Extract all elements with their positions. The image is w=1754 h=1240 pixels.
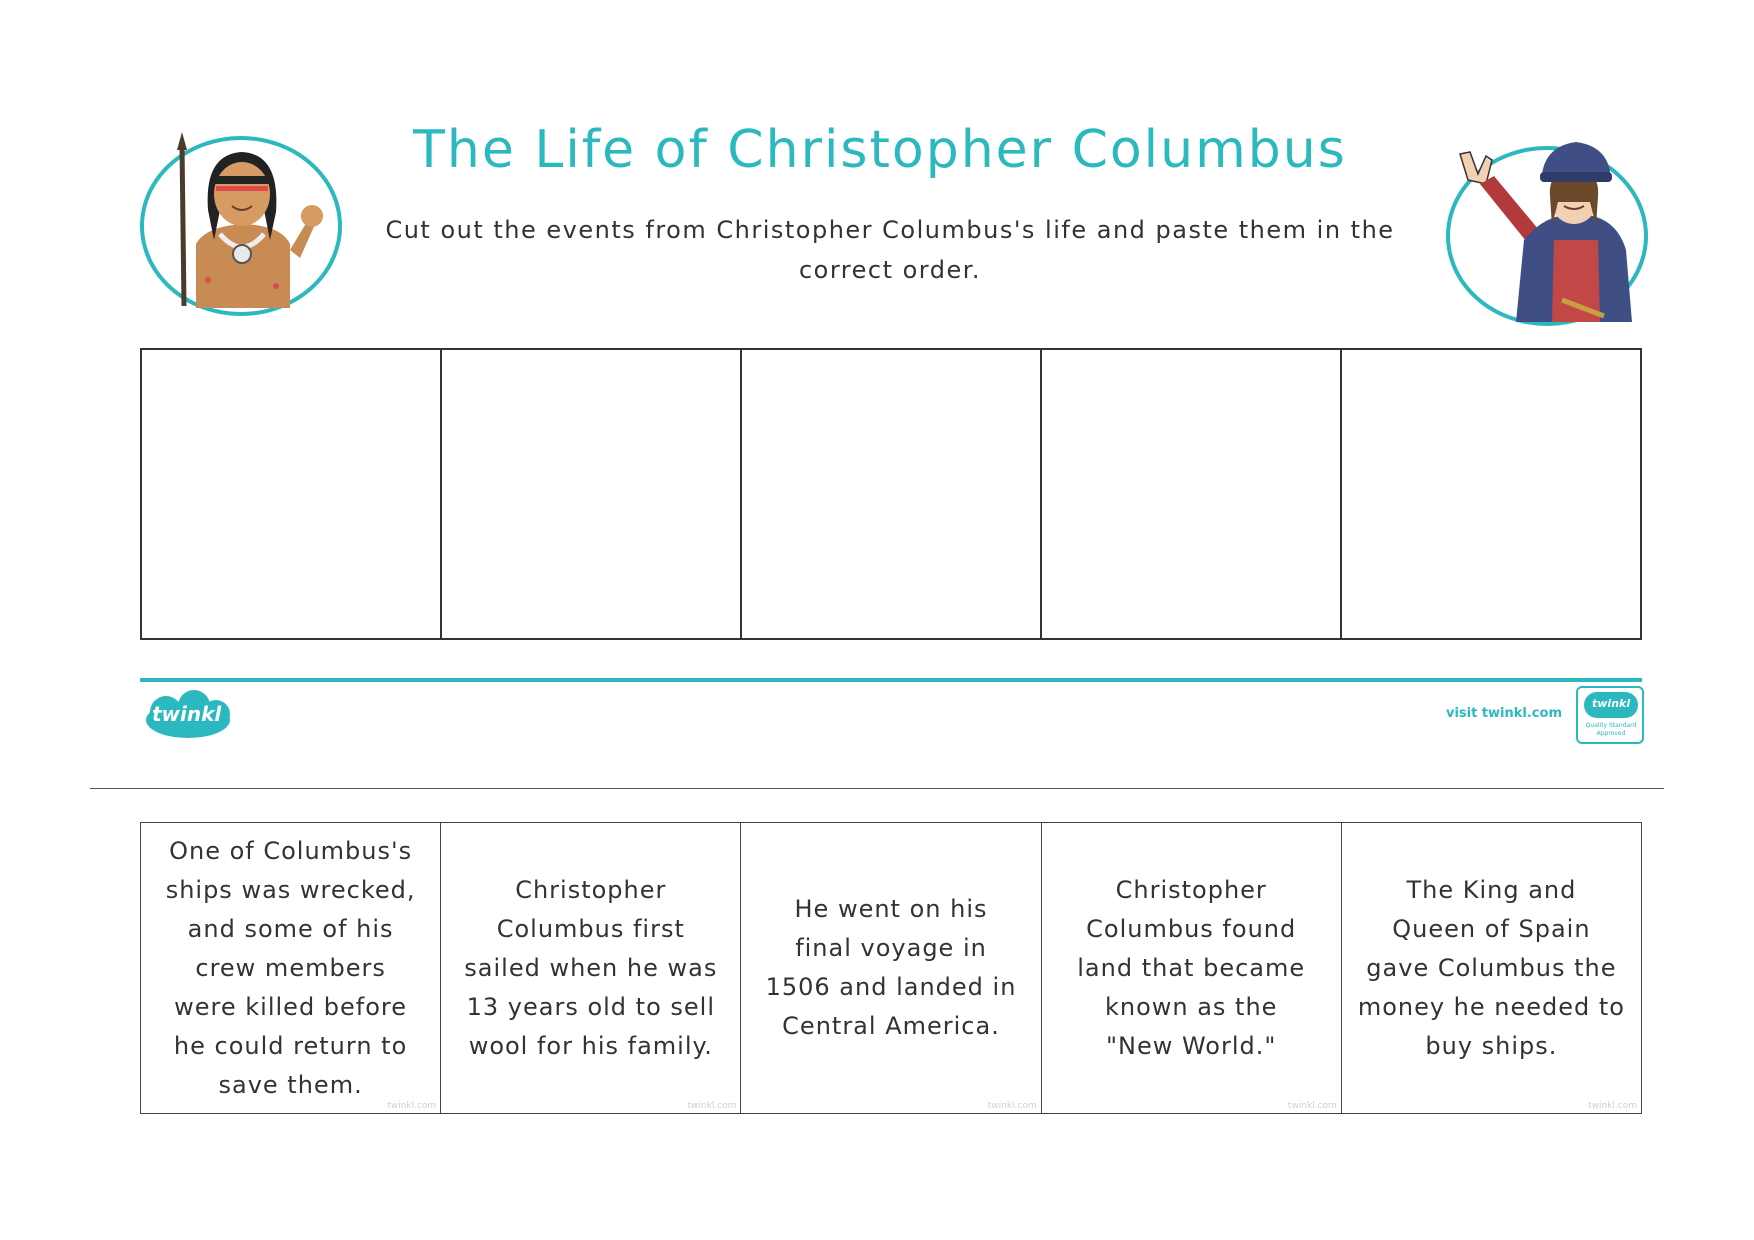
event-card-text: Christopher Columbus found land that became known as the "New World.": [1077, 875, 1306, 1060]
badge-caption: Quality Standard Approved: [1585, 722, 1637, 737]
cut-line: [90, 788, 1664, 789]
event-card-2[interactable]: [441, 823, 741, 1113]
event-card-1[interactable]: [141, 823, 441, 1113]
event-card-text: One of Columbus's ships was wrecked, and some of his crew members were killed before he could return to save them.: [165, 836, 416, 1099]
event-card-5[interactable]: [1342, 823, 1641, 1113]
answer-grid: [140, 348, 1642, 640]
card-watermark: twinkl.com: [1588, 1101, 1638, 1111]
answer-slot-4[interactable]: [1042, 350, 1342, 638]
answer-slot-5[interactable]: [1342, 350, 1640, 638]
card-watermark: twinkl.com: [1287, 1101, 1337, 1111]
answer-slot-2[interactable]: [442, 350, 742, 638]
logo-wordmark: twinkl: [152, 702, 222, 726]
page-title: The Life of Christopher Columbus: [413, 120, 1347, 180]
badge-wordmark: twinkl: [1592, 697, 1631, 710]
quality-standard-badge-icon: [1576, 686, 1644, 744]
answer-slot-1[interactable]: [142, 350, 442, 638]
card-watermark: twinkl.com: [987, 1101, 1037, 1111]
footer-divider: [140, 678, 1642, 682]
event-card-text: The King and Queen of Spain gave Columbus the money he needed to buy ships.: [1357, 875, 1625, 1060]
event-card-text: Christopher Columbus first sailed when he was 13 years old to sell wool for his family.: [464, 875, 718, 1060]
event-cards: [140, 822, 1642, 1114]
event-card-4[interactable]: [1042, 823, 1342, 1113]
card-watermark: twinkl.com: [387, 1101, 437, 1111]
event-card-3[interactable]: [741, 823, 1041, 1113]
visit-link[interactable]: visit twinkl.com: [1445, 706, 1562, 721]
card-watermark: twinkl.com: [687, 1101, 737, 1111]
answer-slot-3[interactable]: [742, 350, 1042, 638]
native-person-portrait-icon: [140, 136, 342, 316]
instructions-text: Cut out the events from Christopher Columbus's life and paste them in the correct order.: [385, 216, 1395, 284]
columbus-portrait-icon: [1446, 146, 1648, 326]
event-card-text: He went on his final voyage in 1506 and landed in Central America.: [765, 895, 1017, 1040]
